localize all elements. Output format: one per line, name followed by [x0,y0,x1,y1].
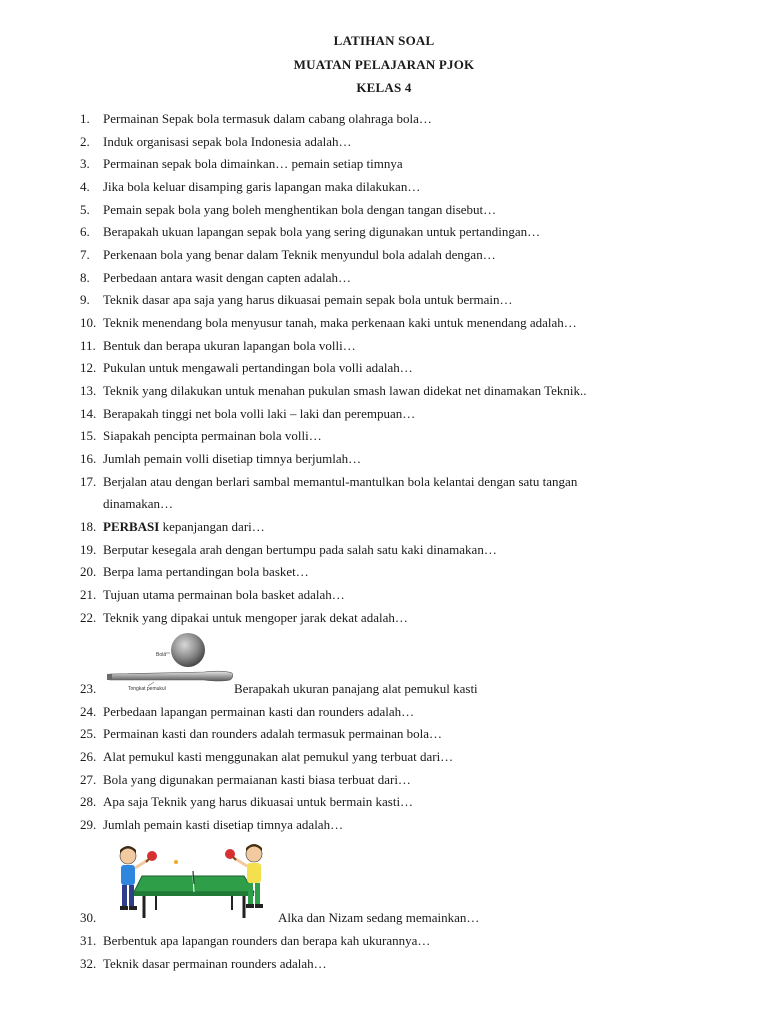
question-item: 6. Berapakah ukuan lapangan sepak bola yang sering digunakan untuk pertandingan… [80,224,541,239]
question-item: 22. Teknik yang dipakai untuk mengoper jarak dekat adalah… [80,610,408,625]
question-item: 19. Berputar kesegala arah dengan bertumpu pada salah satu kaki dinamakan… [80,542,497,557]
bat-ball-illustration [104,630,234,692]
question-item: 12. Pukulan untuk mengawali pertandingan bola volli adalah… [80,360,413,375]
question-item: 25. Permainan kasti dan rounders adalah termasuk permainan bola… [80,726,442,741]
bold-acronym: PERBASI [103,519,160,534]
bat-and-ball-image [104,630,234,692]
boy-left-shirt [121,865,135,885]
svg-text:Tongkat pemukul: Tongkat pemukul [128,686,166,692]
table-tennis-illustration [104,838,278,924]
question-item: 23. [80,681,97,696]
question-item: 28. Apa saja Teknik yang harus dikuasai untuk bermain kasti… [80,794,414,809]
title-line-2: MUATAN PELAJARAN PJOK [293,56,475,72]
question-item: 16. Jumlah pemain volli disetiap timnya berjumlah… [80,451,362,466]
question-item: 14. Berapakah tinggi net bola volli laki – laki dan perempuan… [80,406,416,421]
question-item: 10. Teknik menendang bola menyusur tanah, maka perkenaan kaki untuk menendang adalah… [80,315,577,330]
question-item: 17. Berjalan atau dengan berlari sambal memantul-mantulkan bola kelantai dengan satu tangan [80,474,578,489]
question-item: 20. Berpa lama pertandingan bola basket… [80,564,309,579]
question-item: 3. Permainan sepak bola dimainkan… pemain setiap timnya [80,156,403,171]
question-text-after-image: Berapakah ukuran panajang alat pemukul kasti [234,681,478,696]
question-item: 26. Alat pemukul kasti menggunakan alat pemukul yang terbuat dari… [80,749,454,764]
ping-pong-ball-icon [174,860,178,864]
question-item: 21. Tujuan utama permainan bola basket adalah… [80,587,345,602]
question-item: 4. Jika bola keluar disamping garis lapangan maka dilakukan… [80,179,421,194]
question-item: 31. Berbentuk apa lapangan rounders dan berapa kah ukurannya… [80,933,431,948]
boy-right-shirt [247,863,261,883]
svg-text:Bola: Bola [156,652,167,658]
question-item: 13. Teknik yang dilakukan untuk menahan pukulan smash lawan didekat net dinamakan Teknik.. [80,383,587,398]
question-item: 5. Pemain sepak bola yang boleh menghentikan bola dengan tangan disebut… [80,202,497,217]
question-item: 15. Siapakah pencipta permainan bola volli… [80,428,322,443]
document-header [0,29,768,100]
question-item: 9. Teknik dasar apa saja yang harus dikuasai pemain sepak bola untuk bermain… [80,292,513,307]
title-line-1: LATIHAN SOAL [333,33,435,48]
question-item: 32. Teknik dasar permainan rounders adalah… [80,956,327,971]
question-item: 18. PERBASI kepanjangan dari… [80,519,265,534]
title-line-3: KELAS 4 [356,80,412,95]
question-item: 29. Jumlah pemain kasti disetiap timnya adalah… [80,817,344,832]
question-item: 24. Perbedaan lapangan permainan kasti dan rounders adalah… [80,704,415,719]
bat-icon [108,671,233,681]
question-item: 8. Perbedaan antara wasit dengan capten adalah… [80,270,351,285]
question-text-after-image: Alka dan Nizam sedang memainkan… [278,910,480,925]
question-item: 2. Induk organisasi sepak bola Indonesia adalah… [80,134,352,149]
question-continuation: dinamakan… [103,496,174,511]
question-item: 7. Perkenaan bola yang benar dalam Teknik menyundul bola adalah dengan… [80,247,496,262]
table-tennis-image [104,838,278,924]
ball-icon [171,633,205,667]
question-item: 11. Bentuk dan berapa ukuran lapangan bola volli… [80,338,356,353]
question-item: 30. [80,910,97,925]
question-item: 27. Bola yang digunakan permaianan kasti biasa terbuat dari… [80,772,411,787]
question-item: 1. Permainan Sepak bola termasuk dalam cabang olahraga bola… [80,111,432,126]
